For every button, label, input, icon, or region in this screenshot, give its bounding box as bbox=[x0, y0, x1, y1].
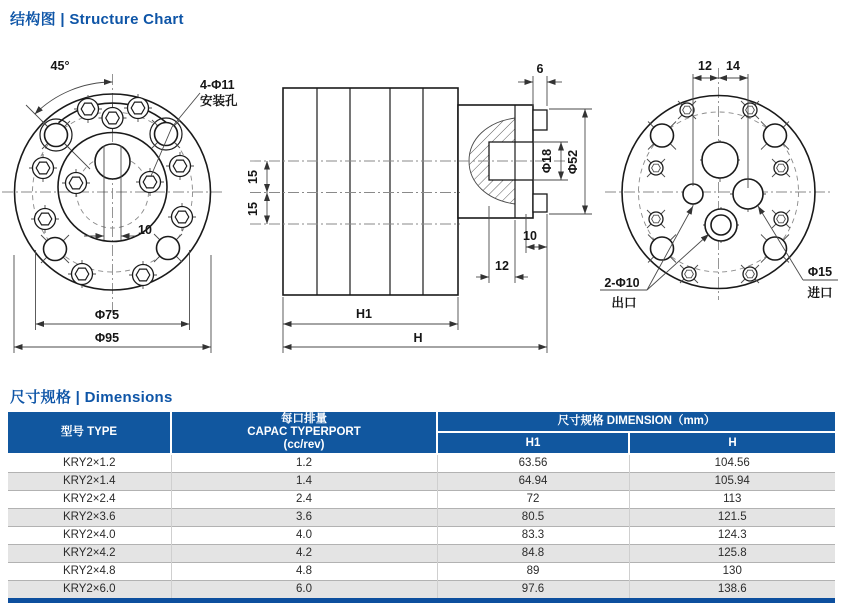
table-row bbox=[8, 454, 835, 473]
cell-type: KRY2×4.0 bbox=[8, 527, 171, 545]
dim-label-h: H bbox=[413, 331, 423, 345]
dim-label-boss-width: 6 bbox=[536, 62, 544, 76]
col-header-dimension: 尺寸规格 DIMENSION（mm） bbox=[437, 412, 835, 432]
hex-bolt-small bbox=[647, 159, 665, 177]
hex-bolt-small bbox=[680, 265, 698, 283]
col-header-h1: H1 bbox=[437, 432, 629, 454]
hex-bolt-small bbox=[772, 159, 790, 177]
cell-type: KRY2×1.2 bbox=[8, 454, 171, 473]
mount-hole bbox=[761, 122, 789, 150]
hex-bolt bbox=[29, 154, 57, 182]
cell-type: KRY2×2.4 bbox=[8, 491, 171, 509]
cell-capacity: 1.2 bbox=[171, 454, 437, 473]
dim-label-keyway: 10 bbox=[138, 223, 152, 237]
cell-h: 130 bbox=[629, 563, 835, 581]
cell-h: 113 bbox=[629, 491, 835, 509]
cell-capacity: 4.8 bbox=[171, 563, 437, 581]
hex-bolt-small bbox=[647, 210, 665, 228]
hex-bolt-small bbox=[741, 101, 759, 119]
hex-bolt-small bbox=[772, 210, 790, 228]
dim-label-bolt-circle: Φ75 bbox=[94, 308, 120, 322]
hex-bolt bbox=[68, 260, 96, 288]
dim-label-shaft-dia: Φ18 bbox=[540, 148, 554, 174]
col-header-type: 型号 TYPE bbox=[8, 412, 171, 454]
hex-bolt bbox=[166, 152, 194, 180]
dim-label-flange-dia: Φ52 bbox=[566, 149, 580, 175]
dim-label-h1: H1 bbox=[356, 307, 372, 321]
front-view bbox=[2, 59, 238, 353]
hex-bolt bbox=[168, 203, 196, 231]
hex-bolt bbox=[62, 169, 90, 197]
mount-hole bbox=[42, 121, 70, 149]
dim-label-offset-b: 14 bbox=[726, 59, 740, 73]
dim-label-port-a: 10 bbox=[523, 229, 537, 243]
cell-capacity: 4.0 bbox=[171, 527, 437, 545]
cell-h1: 63.56 bbox=[437, 454, 629, 473]
dim-label-port-b: 12 bbox=[495, 259, 509, 273]
mount-hole bbox=[761, 235, 789, 263]
cell-capacity: 4.2 bbox=[171, 545, 437, 563]
col-header-capacity bbox=[171, 412, 437, 454]
cell-h1: 97.6 bbox=[437, 581, 629, 601]
outlet-port-left bbox=[683, 184, 703, 204]
rear-view bbox=[600, 59, 838, 310]
mount-hole bbox=[648, 235, 676, 263]
cell-h: 124.3 bbox=[629, 527, 835, 545]
inlet-label-zh: 进口 bbox=[807, 286, 833, 300]
cell-capacity: 1.4 bbox=[171, 473, 437, 491]
hex-bolt bbox=[124, 94, 152, 122]
table-row bbox=[8, 581, 835, 601]
dim-label-mount-holes: 4-Φ11 bbox=[200, 78, 235, 92]
side-view bbox=[246, 62, 592, 353]
dim-label-outer-dia: Φ95 bbox=[94, 331, 120, 345]
dim-label-45deg: 45° bbox=[50, 59, 70, 73]
shaft-port bbox=[702, 142, 738, 178]
cell-h: 105.94 bbox=[629, 473, 835, 491]
cell-h: 121.5 bbox=[629, 509, 835, 527]
table-row bbox=[8, 563, 835, 581]
cell-h: 104.56 bbox=[629, 454, 835, 473]
table-row bbox=[8, 545, 835, 563]
dim-label-spacing-a: 15 bbox=[246, 170, 260, 184]
hex-bolt bbox=[74, 95, 102, 123]
cell-h1: 80.5 bbox=[437, 509, 629, 527]
cell-h1: 64.94 bbox=[437, 473, 629, 491]
table-header-row bbox=[8, 412, 835, 432]
cell-type: KRY2×4.2 bbox=[8, 545, 171, 563]
hex-bolt-small bbox=[741, 265, 759, 283]
cell-h1: 84.8 bbox=[437, 545, 629, 563]
table-row bbox=[8, 491, 835, 509]
outlet-label: 2-Φ10 bbox=[604, 276, 640, 290]
hex-bolt bbox=[99, 104, 127, 132]
col-header-capacity-zh: 每口排量 bbox=[281, 413, 327, 425]
mount-hole bbox=[152, 120, 180, 148]
cell-h: 125.8 bbox=[629, 545, 835, 563]
cell-capacity: 3.6 bbox=[171, 509, 437, 527]
cell-type: KRY2×6.0 bbox=[8, 581, 171, 601]
dim-label-offset-a: 12 bbox=[698, 59, 712, 73]
cell-type: KRY2×1.4 bbox=[8, 473, 171, 491]
table-row bbox=[8, 527, 835, 545]
col-header-h: H bbox=[629, 432, 835, 454]
outlet-port-bottom bbox=[705, 209, 737, 241]
hex-bolt bbox=[31, 205, 59, 233]
hex-bolt bbox=[129, 261, 157, 289]
cell-type: KRY2×4.8 bbox=[8, 563, 171, 581]
table-row bbox=[8, 509, 835, 527]
cell-h1: 83.3 bbox=[437, 527, 629, 545]
structure-chart-title: 结构图 | Structure Chart bbox=[10, 11, 184, 28]
dim-label-mount-holes-zh: 安装孔 bbox=[200, 94, 238, 108]
dim-label-spacing-b: 15 bbox=[246, 202, 260, 216]
cell-capacity: 6.0 bbox=[171, 581, 437, 601]
cell-h1: 72 bbox=[437, 491, 629, 509]
cell-h1: 89 bbox=[437, 563, 629, 581]
col-header-capacity-en: CAPAC TYPERPORT bbox=[247, 426, 361, 438]
mount-hole bbox=[41, 235, 69, 263]
dimensions-table bbox=[8, 412, 835, 603]
cell-type: KRY2×3.6 bbox=[8, 509, 171, 527]
mount-hole bbox=[154, 234, 182, 262]
table-row bbox=[8, 473, 835, 491]
outlet-label-zh: 出口 bbox=[611, 296, 637, 310]
cell-h: 138.6 bbox=[629, 581, 835, 601]
mount-hole bbox=[648, 122, 676, 150]
dimensions-title: 尺寸规格 | Dimensions bbox=[10, 389, 173, 406]
col-header-capacity-unit: (cc/rev) bbox=[283, 439, 325, 451]
cell-capacity: 2.4 bbox=[171, 491, 437, 509]
inlet-label: Φ15 bbox=[807, 265, 833, 279]
